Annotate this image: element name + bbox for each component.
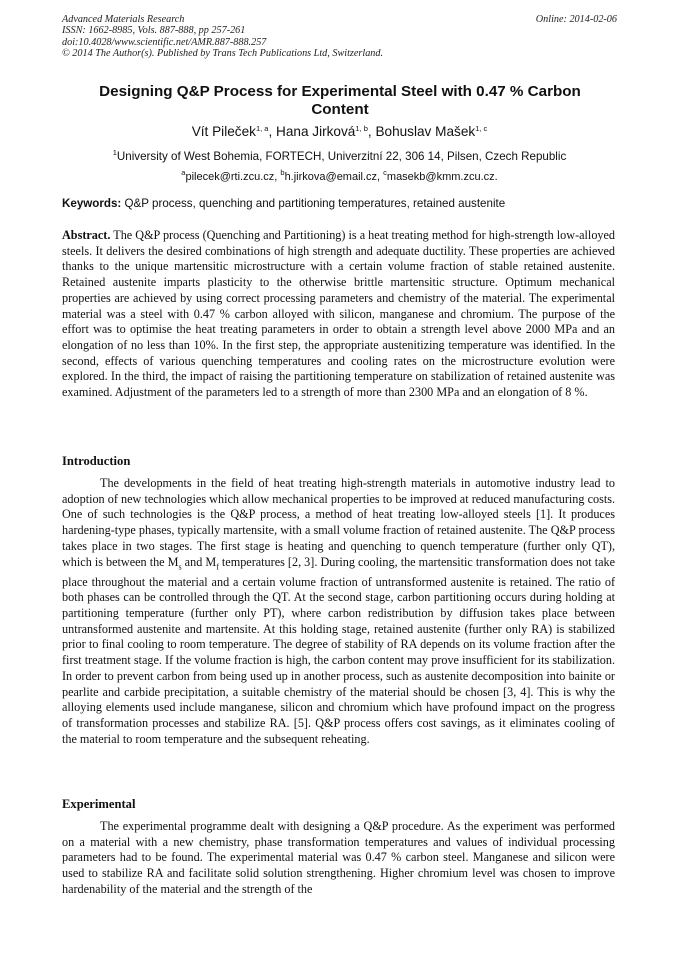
author-list: Vít Pileček$^{1, a}$, Hana Jirková$^{1, b}$, Bohuslav Mašek$^{1, c}$ bbox=[191, 124, 488, 139]
affiliation bbox=[62, 150, 617, 163]
issn-line: ISSN: 1662-8985, Vols. 887-888, pp 257-261 bbox=[62, 25, 246, 37]
abstract-paragraph bbox=[62, 228, 615, 401]
email-address[interactable]: masekb@kmm.zcu.cz. bbox=[386, 171, 498, 183]
intro-text-part: temperatures [2, 3]. During cooling, the martensitic transformation does not take place throughout the material and a certain volume fraction of untransformed austenite is retained. The ratio of both phases can be controlled through the QT. At the second stage, carbon partitioning occurs during holding at partitioning temperature (further only PT), where carbon redistribution by diffusion takes place between untransformed austenite and martensite. At this holding stage, retained austenite (further only RA) is stabilized prior to final cooling to room temperature. The degree of stability of RA depends on its volume fraction after the first treatment stage. If the volume fraction is high, the carbon content may prove insufficient for its stabilization. In order to prevent carbon from being used up in another process, such as austenite decomposition into bainite or pearlite and carbide precipitation, a suitable chemistry of the material should be chosen [3, 4]. This is why the alloying elements used include manganese, silicon and chromium which have profound impact on the progress of transformation processes and stabilize RA. [5]. Q&P process offers cost savings, as it eliminates cooling of the material to room temperature and the subsequent reheating. bbox=[62, 554, 616, 746]
introduction-heading: Introduction bbox=[62, 454, 131, 468]
affiliation-text: University of West Bohemia, FORTECH, Univerzitní 22, 306 14, Pilsen, Czech Republic bbox=[116, 150, 567, 163]
ms-subscript: s bbox=[178, 561, 182, 571]
copyright-line: © 2014 The Author(s). Published by Trans Tech Publications Ltd, Switzerland. bbox=[62, 48, 384, 60]
email-superscript: a bbox=[181, 168, 186, 177]
mf-subscript: f bbox=[216, 561, 219, 571]
author-superscript: 1, b bbox=[355, 124, 368, 133]
keywords-text: Q&P process, quenching and partitioning temperatures, retained austenite bbox=[124, 197, 506, 210]
online-date: Online: 2014-02-06 bbox=[535, 14, 617, 25]
introduction-paragraph bbox=[62, 476, 615, 747]
email-address[interactable]: pilecek@rti.zcu.cz bbox=[185, 171, 275, 183]
intro-text-part: The developments in the field of heat treating high-strength materials in automotive industry lead to adoption of new technologies which allow mechanical properties to be improved at reduced manufacturing costs. One of such technologies is the Q&P process, a method of heat treating low-alloyed steels [1]. It produces hardening-type phases, typically martensite, with a small volume fraction of retained austenite. The Q&P process takes place in two stages. The first stage is heating and quenching to quench temperature (further only QT), which is between the M bbox=[62, 476, 615, 569]
author-superscript: 1, c bbox=[475, 124, 488, 133]
keywords-label: Keywords: bbox=[62, 197, 122, 210]
email-superscript: c bbox=[383, 168, 387, 177]
author-superscript: 1, a bbox=[255, 124, 269, 133]
journal-header bbox=[62, 14, 617, 60]
experimental-heading: Experimental bbox=[62, 797, 136, 811]
paper-title: Designing Q&P Process for Experimental Steel with 0.47 % Carbon Content bbox=[99, 83, 581, 118]
abstract-text: The Q&P process (Quenching and Partitioning) is a heat treating method for high-strength low-alloyed steels. It delivers the desired combinations of high strength and adequate ductility. These properties are achieved thanks to the unique martensitic microstructure with a certain volume fraction of stable retained austenite. Retained austenite imparts plasticity to the otherwise brittle martensitic structure. Optimum mechanical properties are achieved by using correct processing parameters and chemistry of the material. The experimental material was a steel with 0.47 % carbon alloyed with silicon, manganese and chromium. The purpose of the effort was to optimise the heat treating parameters in order to obtain a strength level above 2000 MPa and an elongation of no less than 10%. In the first step, the appropriate austenitizing temperature was identified. In the second, effects of various quenching temperatures and cooling rates on the microstructure evolution were explored. In the third, the impact of raising the partitioning temperature on stabilization of retained austenite was examined. Adjustment of the parameters led to a strength of more than 2300 MPa and an elongation of 8 %. bbox=[62, 228, 616, 400]
author-name: Bohuslav Mašek bbox=[375, 124, 476, 139]
intro-text-part: and M bbox=[181, 554, 217, 569]
affiliation-superscript: 1 bbox=[112, 148, 117, 157]
author-name: Hana Jirková bbox=[276, 124, 356, 139]
abstract-label: Abstract. bbox=[62, 228, 111, 242]
experimental-paragraph: The experimental programme dealt with designing a Q&P procedure. As the experiment was performed on a material with a new chemistry, phase transformation temperatures and values of individual processing parameters had to be found. The experimental material was 0.47 % carbon steel. Manganese and silicon were used to stabilize RA and facilitate solid solution strengthening. Higher chromium level was chosen to improve hardenability of the material and the strength of the bbox=[62, 819, 615, 896]
email-list: $^a$pilecek@rti.zcu.cz, $^b$h.jirkova@email.cz, $^c$masekb@kmm.zcu.cz. bbox=[181, 168, 498, 183]
email-superscript: b bbox=[280, 168, 285, 177]
author-name: Vít Pileček bbox=[191, 124, 256, 139]
keywords bbox=[62, 197, 622, 210]
journal-name: Advanced Materials Research bbox=[62, 14, 185, 25]
email-address[interactable]: h.jirkova@email.cz bbox=[284, 171, 378, 183]
doi-line: doi:10.4028/www.scientific.net/AMR.887-888.257 bbox=[62, 36, 267, 48]
